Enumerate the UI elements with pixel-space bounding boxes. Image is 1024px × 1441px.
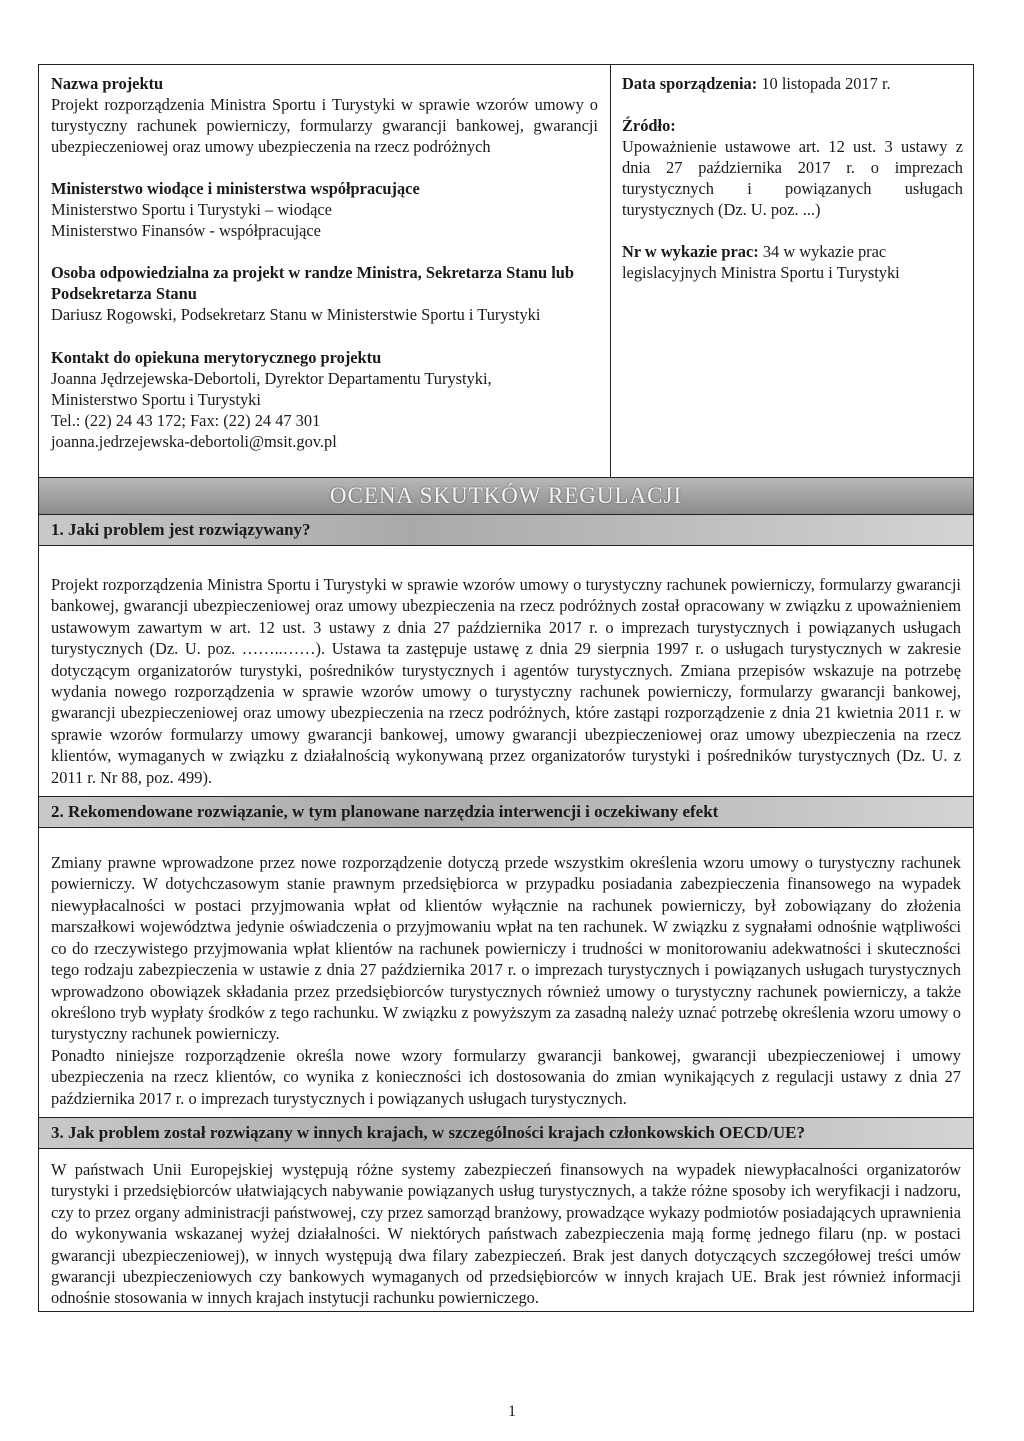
contact-phone: Tel.: (22) 24 43 172; Fax: (22) 24 47 301 <box>51 411 321 430</box>
section-2-body <box>39 828 973 1118</box>
project-name-label: Nazwa projektu <box>51 74 164 93</box>
section-2-paragraph-1: Zmiany prawne wprowadzone przez nowe rozporządzenie dotyczą przede wszystkim określenia wzoru umowy o turystyczny rachunek powierniczy. W dotychczasowym stanie prawnym przedsiębiorca w przypadku posiadania zabezpieczenia finansowego na wypadek niewypłacalności w postaci przyjmowania wpłat od klientów wyłącznie na rachunek powierniczy, był zobowiązany do złożenia marszałkowi województwa jedynie oświadczenia o przyjmowaniu wpłat na ten rachunek. W związku z sygnałami odnośnie wątpliwości co do rzeczywistego przyjmowania wpłat klientów na rachunek powierniczy i trudności w monitorowaniu adekwatności i skuteczności tego rodzaju zabezpieczenia w ustawie z dnia 27 października 2017 r. o imprezach turystycznych i powiązanych usługach turystycznych wprowadzono obowiązek składania przez przedsiębiorców turystycznych również umowy o turystyczny rachunek powierniczy, a także określono tryb wypłaty środków z tego rachunku. W związku z powyższym za zasadną należy uznać potrzebę określenia wzoru umowy o turystyczny rachunek powierniczy. <box>51 853 961 1044</box>
nr-value: 34 w wykazie prac legislacyjnych Ministra Sportu i Turystyki <box>622 242 900 282</box>
source-text: Upoważnienie ustawowe art. 12 ust. 3 ustawy z dnia 27 października 2017 r. o imprezach turystycznych i powiązanych usługach turystycznych (Dz. U. poz. ...) <box>622 137 963 219</box>
date-label: Data sporządzenia: <box>622 74 758 93</box>
section-1-heading: 1. Jaki problem jest rozwiązywany? <box>39 515 973 546</box>
section-2-heading: 2. Rekomendowane rozwiązanie, w tym planowane narzędzia interwencji i oczekiwany efekt <box>39 797 973 828</box>
section-1-body <box>39 546 973 797</box>
project-name-text: Projekt rozporządzenia Ministra Sportu i Turystyki w sprawie wzorów umowy o turystyczny rachunek powierniczy, formularzy gwarancji bankowej, gwarancji ubezpieczeniowej oraz umowy ubezpieczenia na rzecz podróżnych <box>51 95 598 156</box>
section-1-paragraph: Projekt rozporządzenia Ministra Sportu i Turystyki w sprawie wzorów umowy o turystyczny rachunek powierniczy, formularzy gwarancji bankowej, gwarancji ubezpieczeniowej oraz umowy ubezpieczenia na rzecz podróżnych został opracowany w związku z upoważnieniem ustawowym zawartym w art. 12 ust. 3 ustawy z dnia 27 października 2017 r. o imprezach turystycznych i powiązanych usługach turystycznych (Dz. U. poz. ……..……). Ustawa ta zastępuje ustawę z dnia 29 sierpnia 1997 r. o usługach turystycznych w zakresie dotyczącym organizatorów turystyki, pośredników turystycznych i agentów turystycznych. Zmiana przepisów wskazuje na potrzebę wydania nowego rozporządzenia w sprawie wzorów umowy o turystyczny rachunek powierniczy, formularzy gwarancji bankowej, gwarancji ubezpieczeniowej oraz umowy ubezpieczenia na rzecz podróżnych, które zastąpi rozporządzenie z dnia 21 kwietnia 2011 r. w sprawie wzorów formularzy umowy gwarancji bankowej, umowy gwarancji ubezpieczeniowej oraz umowy ubezpieczenia na rzecz klientów, wymaganych w związku z działalnością wykonywaną przez organizatorów turystyki i pośredników turystycznych (Dz. U. z 2011 r. Nr 88, poz. 499). <box>51 575 961 787</box>
nr-row <box>622 241 963 283</box>
contact-line1: Joanna Jędrzejewska-Debortoli, Dyrektor Departamentu Turystyki, <box>51 369 492 388</box>
source-label: Źródło: <box>622 116 676 135</box>
section-2-paragraph-2: Ponadto niniejsze rozporządzenie określa nowe wzory formularzy gwarancji bankowej, gwarancji ubezpieczeniowej i umowy ubezpieczenia na rzecz klientów, co wynika z konieczności ich dostosowania do zmian wynikających z regulacji ustawy z dnia 27 października 2017 r. o imprezach turystycznych i powiązanych usługach turystycznych. <box>51 1045 961 1108</box>
ocena-title-banner: OCENA SKUTKÓW REGULACJI <box>39 478 973 515</box>
responsible-text: Dariusz Rogowski, Podsekretarz Stanu w Ministerstwie Sportu i Turystyki <box>51 305 541 324</box>
section-3-body <box>39 1149 973 1311</box>
page-number: 1 <box>508 1403 516 1420</box>
section-3-paragraph: W państwach Unii Europejskiej występują różne systemy zabezpieczeń finansowych na wypadek niewypłacalności organizatorów turystyki i przedsiębiorców ułatwiających nabywanie powiązanych usług turystycznych, a także różne sposoby ich weryfikacji i nadzoru, czy to przez organy administracji państwowej, czy przez samorząd branżowy, prowadzące wykazy podmiotów posiadających uprawnienia do wykonywania wskazanej wyżej działalności. W niektórych państwach zabezpieczenia mają formę jednego filaru (np. w postaci gwarancji ubezpieczeniowej), w innych występują dwa filary zabezpieczeń. Brak jest danych dotyczących szczegółowej treści umów gwarancji ubezpieczeniowych czy bankowych wymaganych od przedsiębiorców w innych krajach UE. Brak jest również informacji odnośnie stosowania w innych krajach instytucji rachunku powierniczego. <box>51 1159 961 1308</box>
section-3-heading: 3. Jak problem został rozwiązany w innych krajach, w szczególności krajach członkowskich OECD/UE? <box>39 1118 973 1149</box>
ministries-label: Ministerstwo wiodące i ministerstwa współpracujące <box>51 179 420 198</box>
regulation-assessment-form <box>38 64 974 1312</box>
ministry-coop: Ministerstwo Finansów - współpracujące <box>51 221 321 240</box>
ministry-lead: Ministerstwo Sportu i Turystyki – wiodące <box>51 200 332 219</box>
responsible-label: Osoba odpowiedzialna za projekt w randze Ministra, Sekretarza Stanu lub Podsekretarza Stanu <box>51 263 575 303</box>
nr-label: Nr w wykazie prac: <box>622 242 759 261</box>
contact-email[interactable]: joanna.jedrzejewska-debortoli@msit.gov.pl <box>51 432 337 451</box>
header-table <box>39 65 973 478</box>
date-value: 10 listopada 2017 r. <box>761 74 891 93</box>
date-row <box>622 73 963 94</box>
meta-info-cell <box>611 65 973 477</box>
contact-label: Kontakt do opiekuna merytorycznego projektu <box>51 348 382 367</box>
contact-line2: Ministerstwo Sportu i Turystyki <box>51 390 261 409</box>
project-info-cell <box>39 65 611 477</box>
